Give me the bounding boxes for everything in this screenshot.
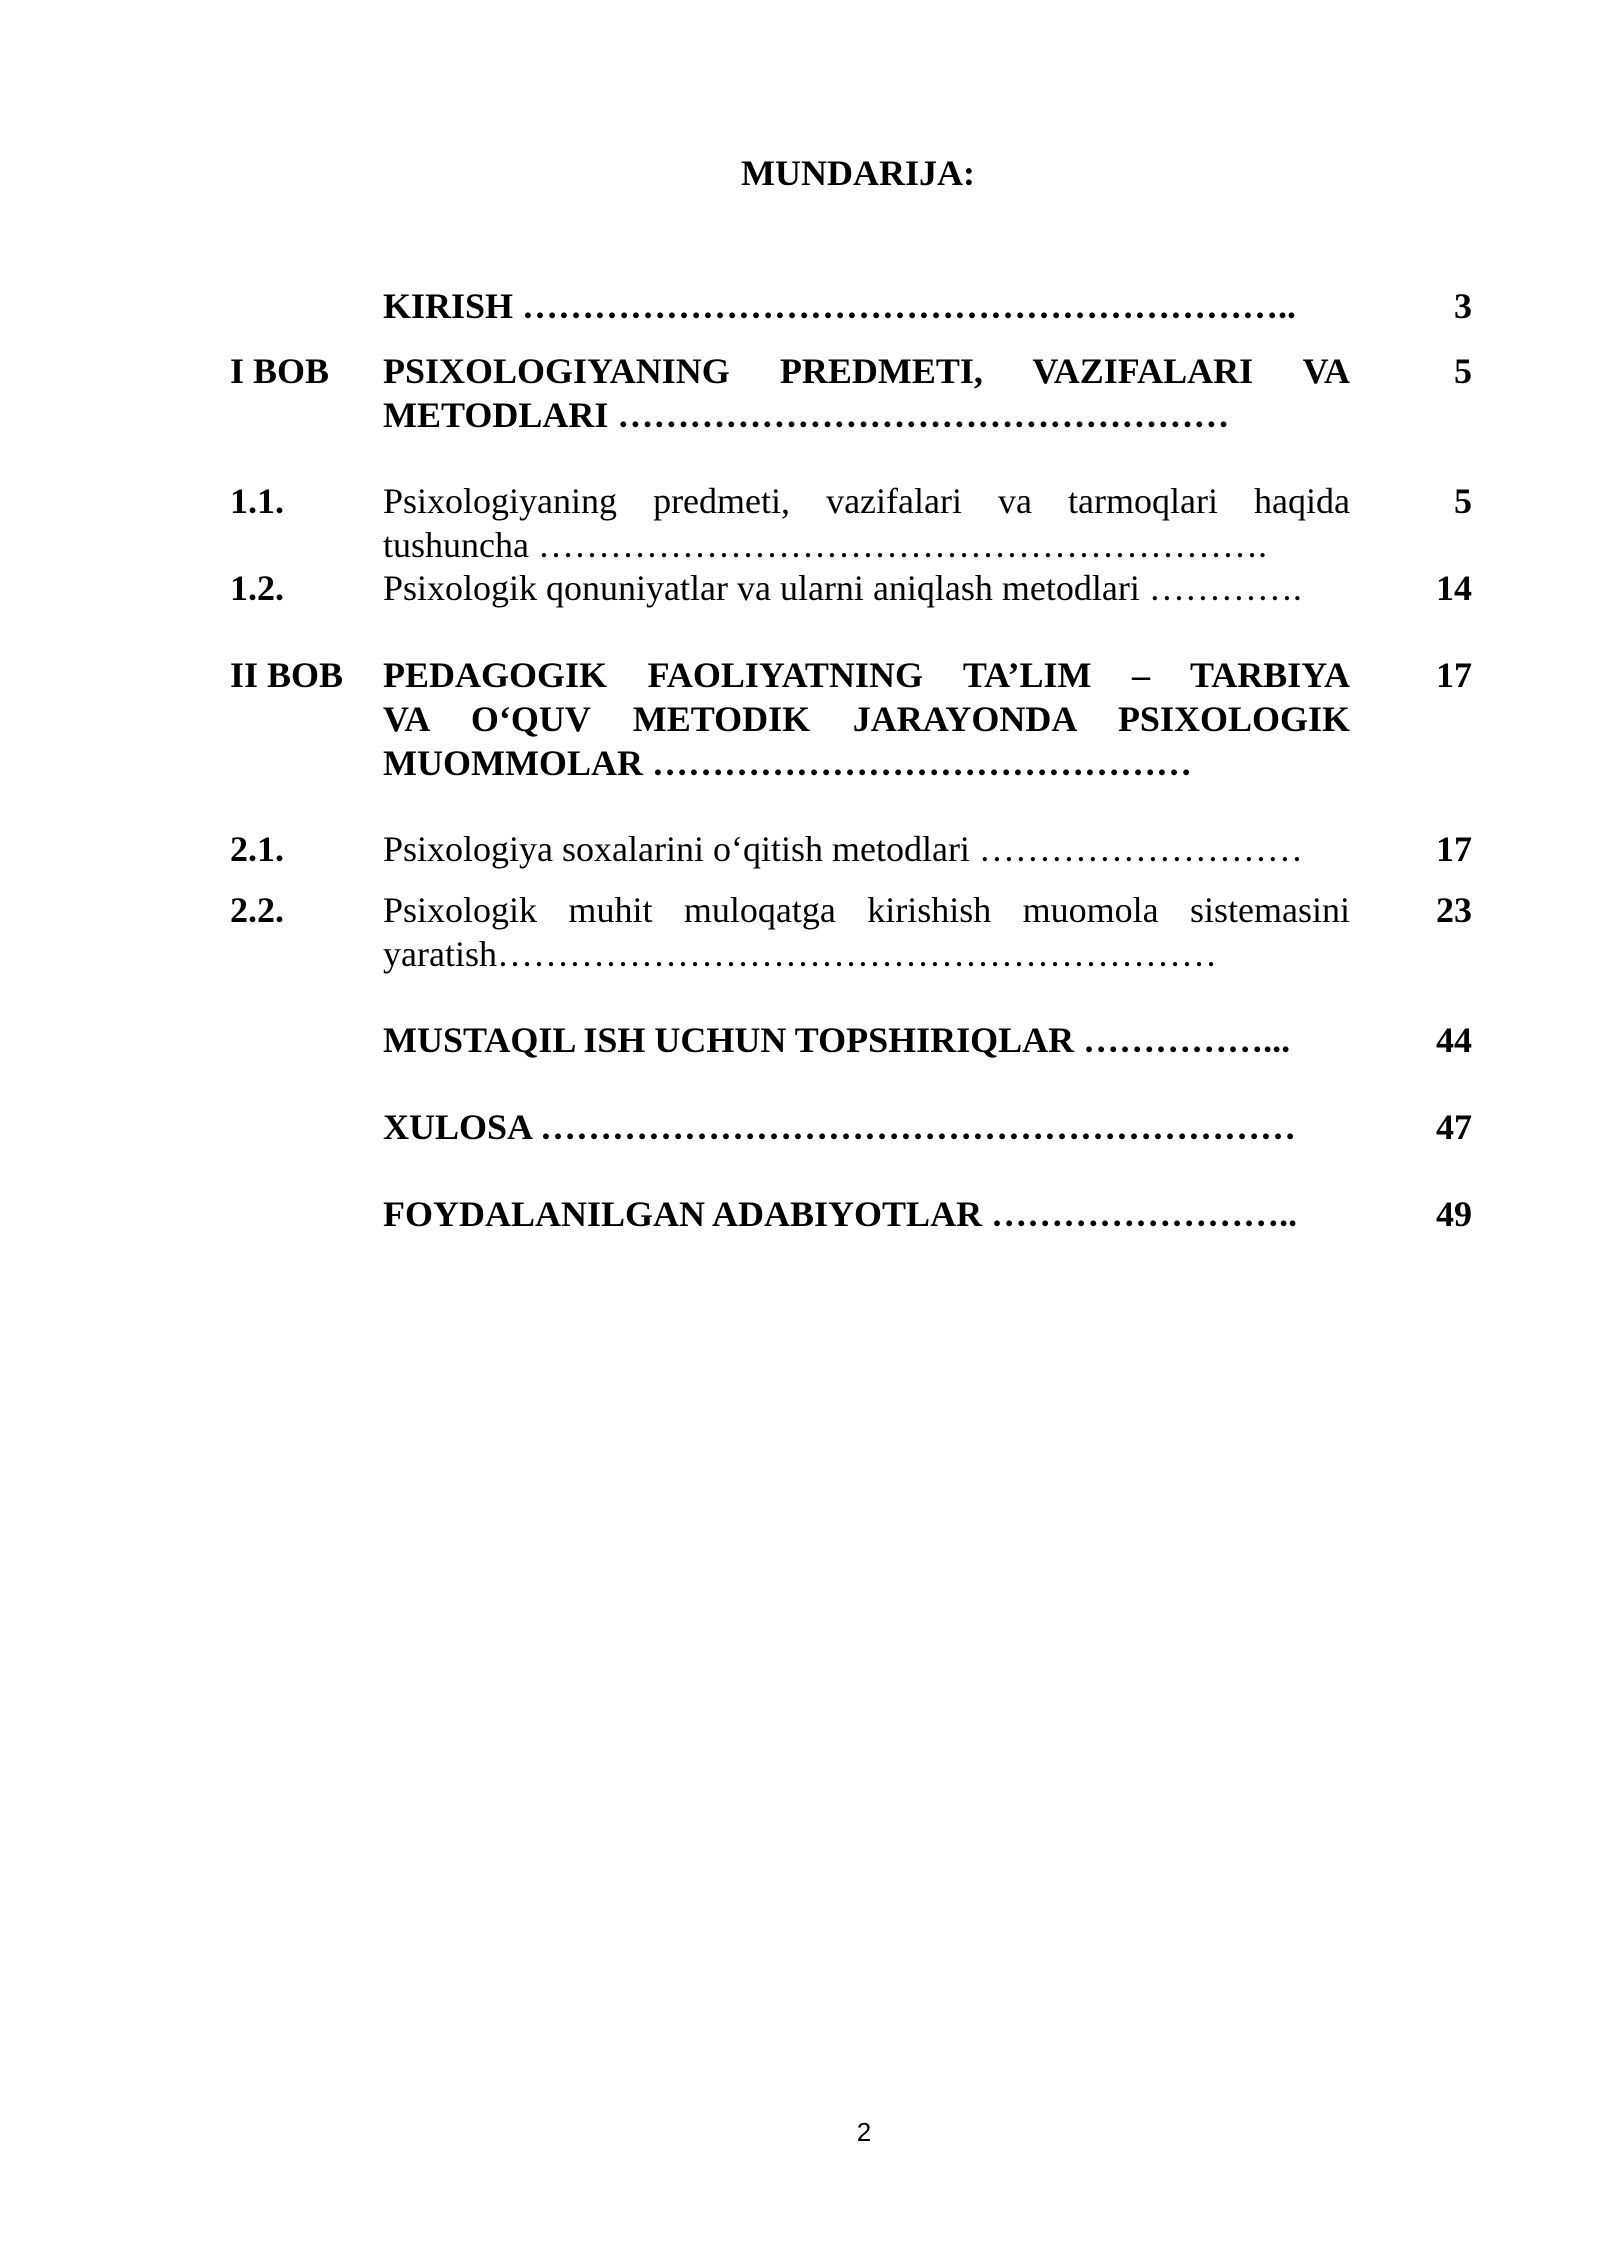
toc-entry-title-line: MUOMMOLAR ……………………………………… xyxy=(383,743,1192,783)
toc-entry-label: II BOB xyxy=(230,655,344,695)
toc-entry-title xyxy=(383,1018,1350,1062)
toc-entry-label: 2.2. xyxy=(230,890,284,930)
toc-entry-title-line: Psixologik muhit muloqatga kirishish muomola sistemasini xyxy=(383,890,1350,930)
toc-entry-title xyxy=(383,827,1350,871)
toc-entry-title xyxy=(383,653,1350,785)
toc-entry-page: 5 xyxy=(1454,481,1472,521)
toc-entry-title-line: VA O‘QUV METODIK JARAYONDA PSIXOLOGIK xyxy=(383,699,1350,739)
toc-entry-title-line: PSIXOLOGIYANING PREDMETI, VAZIFALARI VA xyxy=(383,351,1350,391)
toc-entry-title-line: tushuncha ……………………………………………………. xyxy=(383,525,1267,565)
toc-entry-page: 47 xyxy=(1436,1107,1472,1147)
toc-entry-page: 14 xyxy=(1436,568,1472,608)
toc-entry-title xyxy=(383,284,1350,328)
toc-entry-page: 3 xyxy=(1454,286,1472,326)
toc-entry-label: 1.1. xyxy=(230,481,284,521)
toc-entry-title xyxy=(383,479,1350,567)
toc-entry-title-line: yaratish…………………………………………………… xyxy=(383,934,1217,974)
toc-entry-title-line: METODLARI …………………………………………… xyxy=(383,395,1230,435)
toc-entry-title-line: XULOSA ……………………………………………………… xyxy=(383,1107,1297,1147)
toc-entry-label: 1.2. xyxy=(230,568,284,608)
toc-entry-title xyxy=(383,349,1350,437)
toc-entry-title-line: Psixologiya soxalarini o‘qitish metodlari ……………………… xyxy=(383,829,1303,869)
toc-entry-label: I BOB xyxy=(230,351,330,391)
toc-entry-title-line: Psixologik qonuniyatlar va ularni aniqlash metodlari …………. xyxy=(383,568,1302,608)
toc-entry-title-line: MUSTAQIL ISH UCHUN TOPSHIRIQLAR ……………... xyxy=(383,1020,1291,1060)
toc-entry-title-line: FOYDALANILGAN ADABIYOTLAR …………………….. xyxy=(383,1194,1298,1234)
toc-entry-title xyxy=(383,888,1350,976)
toc-entry-title xyxy=(383,1192,1350,1236)
toc-entry-label: 2.1. xyxy=(230,829,284,869)
toc-entry-page: 17 xyxy=(1436,655,1472,695)
toc-entry-page: 49 xyxy=(1436,1194,1472,1234)
toc-entry-page: 23 xyxy=(1436,890,1472,930)
toc-entry-page: 44 xyxy=(1436,1020,1472,1060)
toc-entry-title-line: KIRISH ……………………………………………………….. xyxy=(383,286,1297,326)
toc-entry-page: 17 xyxy=(1436,829,1472,869)
toc-entry-title xyxy=(383,566,1350,610)
toc-entry-page: 5 xyxy=(1454,351,1472,391)
toc-entry-title-line: Psixologiyaning predmeti, vazifalari va tarmoqlari haqida xyxy=(383,481,1350,521)
page-number: 2 xyxy=(856,2117,872,2147)
toc-title: MUNDARIJA: xyxy=(741,153,975,193)
toc-entry-title-line: PEDAGOGIK FAOLIYATNING TA’LIM – TARBIYA xyxy=(383,655,1350,695)
toc-entry-title xyxy=(383,1105,1350,1149)
